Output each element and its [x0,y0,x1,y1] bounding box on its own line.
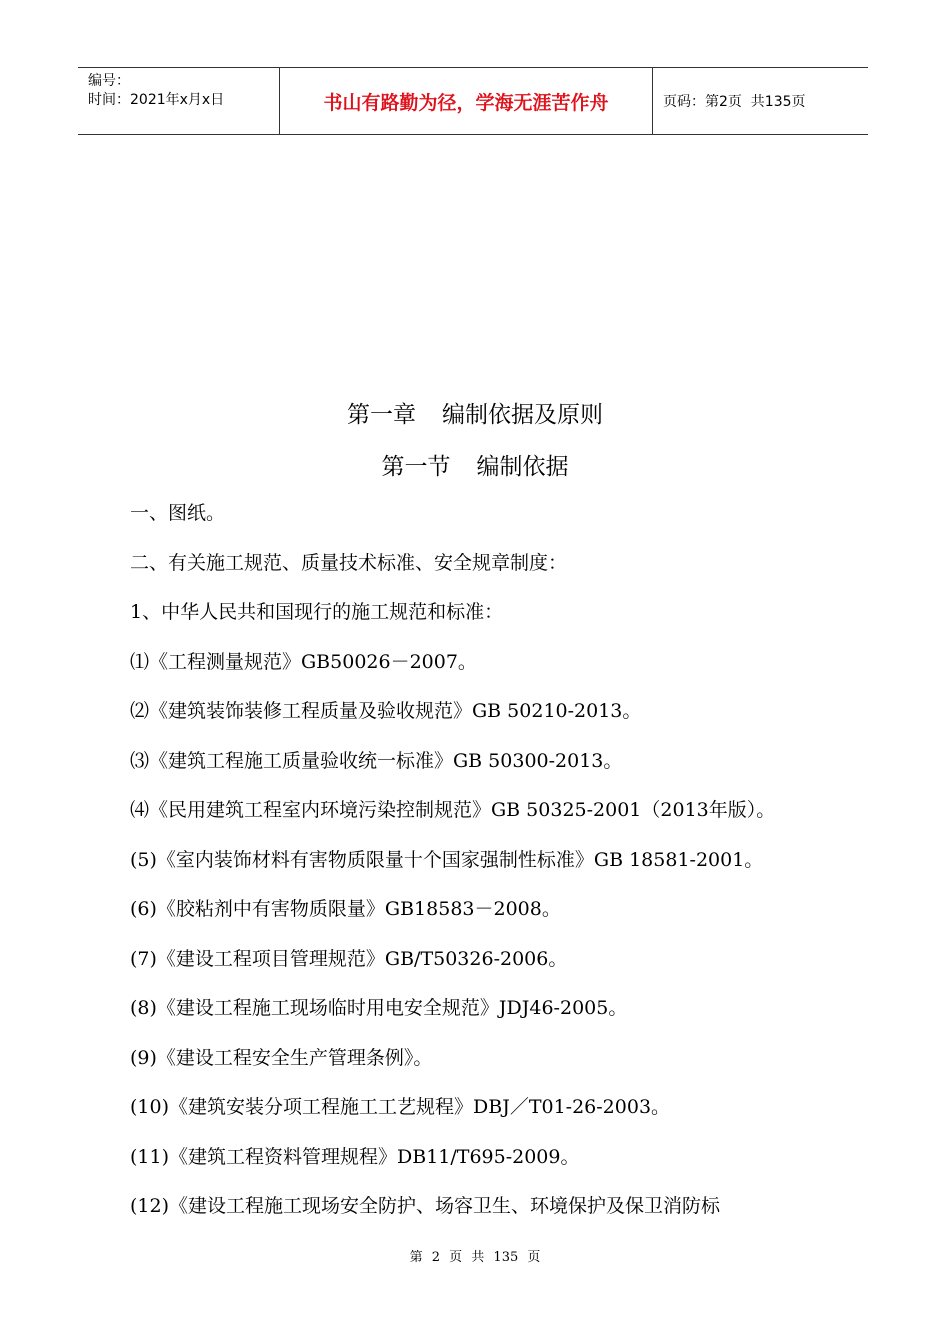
chapter-name: 编制依据及原则 [442,402,603,428]
page-header [78,67,868,135]
number-label: 编号： [88,73,130,89]
section-title [0,448,950,481]
section-name: 编制依据 [476,454,569,480]
list-item: (11)《建筑工程资料管理规程》DB11/T695-2009。 [130,1145,580,1168]
header-page [653,68,868,134]
date-label: 时间：2021年x月x日 [88,92,225,108]
body-text [130,495,890,1238]
chapter-number: 第一章 [347,402,416,428]
paragraph-line: 一、图纸。 [130,502,226,524]
header-info [78,68,280,134]
list-item: ⑷《民用建筑工程室内环境污染控制规范》GB 50325-2001（2013年版）。 [130,799,776,821]
header-motto: 书山有路勤为径，学海无涯苦作舟 [280,68,653,134]
page-footer [0,1246,950,1265]
chapter-title [0,396,950,429]
list-item: ⑶《建筑工程施工质量验收统一标准》GB 50300-2013。 [130,749,623,772]
list-item: (12)《建设工程施工现场安全防护、场容卫生、环境保护及保卫消防标 [130,1195,721,1217]
list-item: (9)《建设工程安全生产管理条例》。 [130,1046,433,1069]
section-number: 第一节 [381,454,451,480]
list-item: ⑴《工程测量规范》GB50026－2007。 [130,650,477,673]
list-item: (7)《建设工程项目管理规范》GB/T50326-2006。 [130,947,568,970]
list-item: (6)《胶粘剂中有害物质限量》GB18583－2008。 [130,898,561,920]
list-item: (8)《建设工程施工现场临时用电安全规范》JDJ46-2005。 [130,997,628,1019]
footer-page-number: 第 2 页 共 135 页 [409,1250,541,1265]
paragraph-line: 1、中华人民共和国现行的施工规范和标准： [130,601,504,623]
page-label: 页码：第2页 共135页 [663,94,806,110]
list-item: (10)《建筑安装分项工程施工工艺规程》DBJ／T01-26-2003。 [130,1096,671,1118]
list-item: ⑵《建筑装饰装修工程质量及验收规范》GB 50210-2013。 [130,700,642,722]
paragraph-line: 二、有关施工规范、质量技术标准、安全规章制度： [130,551,568,574]
list-item: (5)《室内装饰材料有害物质限量十个国家强制性标准》GB 18581-2001。 [130,848,764,871]
